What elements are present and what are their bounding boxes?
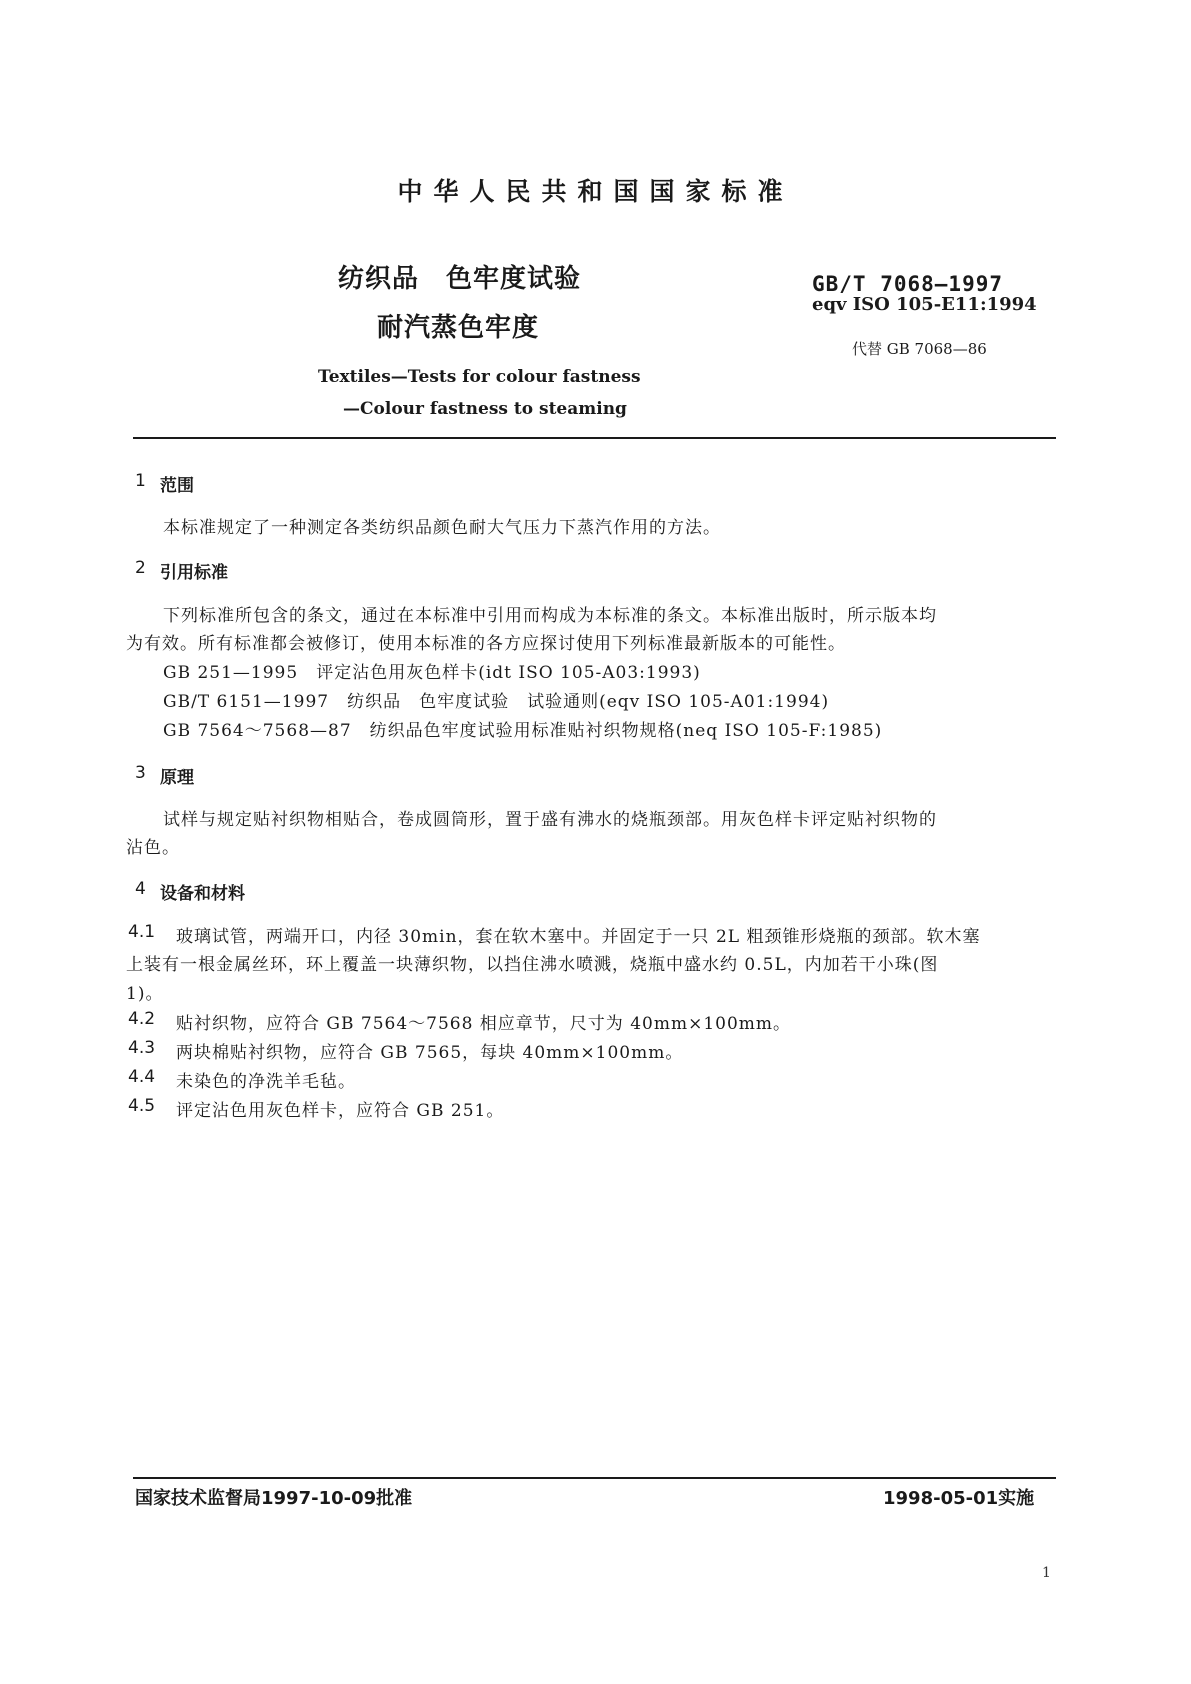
section-3-number: 3 [135, 763, 146, 783]
standard-replaces: 代替 GB 7068—86 [852, 340, 987, 358]
section-3-text-line-2: 沾色。 [126, 838, 180, 858]
section-1-title: 范围 [160, 476, 194, 496]
footer-divider [133, 1477, 1056, 1479]
item-4-1-line-1: 玻璃试管，两端开口，内径 30min，套在软木塞中。并固定于一只 2L 粗颈锥形烧瓶的颈部。软木塞 [176, 927, 981, 947]
title-cn-line-2: 耐汽蒸色牢度 [377, 313, 540, 343]
header-divider [133, 437, 1056, 439]
section-2-number: 2 [135, 558, 146, 578]
standard-number: GB/T 7068—1997 [812, 272, 1004, 296]
section-3-title: 原理 [160, 768, 194, 788]
reference-item: GB 7564～7568—87 纺织品色牢度试验用标准贴衬织物规格(neq ISO 105-F:1985) [163, 721, 883, 741]
section-3-text-line-1: 试样与规定贴衬织物相贴合，卷成圆筒形，置于盛有沸水的烧瓶颈部。用灰色样卡评定贴衬织物的 [163, 810, 937, 830]
item-4-5-number: 4.5 [128, 1096, 156, 1116]
section-2-text-line-2: 为有效。所有标准都会被修订，使用本标准的各方应探讨使用下列标准最新版本的可能性。 [126, 634, 846, 654]
item-4-1-line-3: 1)。 [126, 984, 164, 1004]
section-2-title: 引用标准 [160, 563, 228, 583]
section-4-title: 设备和材料 [160, 884, 245, 904]
page-number: 1 [1042, 1565, 1051, 1581]
section-2-text-line-1: 下列标准所包含的条文，通过在本标准中引用而构成为本标准的条文。本标准出版时，所示版本均 [163, 606, 937, 626]
title-en-line-1: Textiles—Tests for colour fastness [318, 367, 641, 387]
item-4-2-text: 贴衬织物，应符合 GB 7564～7568 相应章节，尺寸为 40mm×100mm。 [176, 1014, 792, 1034]
section-1-number: 1 [135, 471, 146, 491]
national-standard-heading: 中华人民共和国国家标准 [397, 177, 794, 206]
section-1-text: 本标准规定了一种测定各类纺织品颜色耐大气压力下蒸汽作用的方法。 [163, 518, 721, 538]
item-4-3-text: 两块棉贴衬织物，应符合 GB 7565，每块 40mm×100mm。 [176, 1043, 684, 1063]
item-4-1-line-2: 上装有一根金属丝环，环上覆盖一块薄织物，以挡住沸水喷溅，烧瓶中盛水约 0.5L，内加若干小珠(图 [126, 955, 939, 975]
title-en-line-2: —Colour fastness to steaming [343, 399, 627, 419]
reference-item: GB/T 6151—1997 纺织品 色牢度试验 试验通则(eqv ISO 105-A01:1994) [163, 692, 830, 712]
reference-item: GB 251—1995 评定沾色用灰色样卡(idt ISO 105-A03:1993) [163, 663, 701, 683]
item-4-4-number: 4.4 [128, 1067, 156, 1087]
item-4-5-text: 评定沾色用灰色样卡，应符合 GB 251。 [176, 1101, 505, 1121]
approval-date: 国家技术监督局1997-10-09批准 [135, 1488, 413, 1509]
standard-equivalence: eqv ISO 105-E11:1994 [812, 294, 1037, 315]
effective-date: 1998-05-01实施 [883, 1488, 1035, 1509]
section-4-number: 4 [135, 879, 146, 899]
item-4-2-number: 4.2 [128, 1009, 156, 1029]
title-cn-line-1: 纺织品 色牢度试验 [338, 264, 582, 294]
item-4-1-number: 4.1 [128, 922, 156, 942]
item-4-4-text: 未染色的净洗羊毛毡。 [176, 1072, 356, 1092]
item-4-3-number: 4.3 [128, 1038, 156, 1058]
